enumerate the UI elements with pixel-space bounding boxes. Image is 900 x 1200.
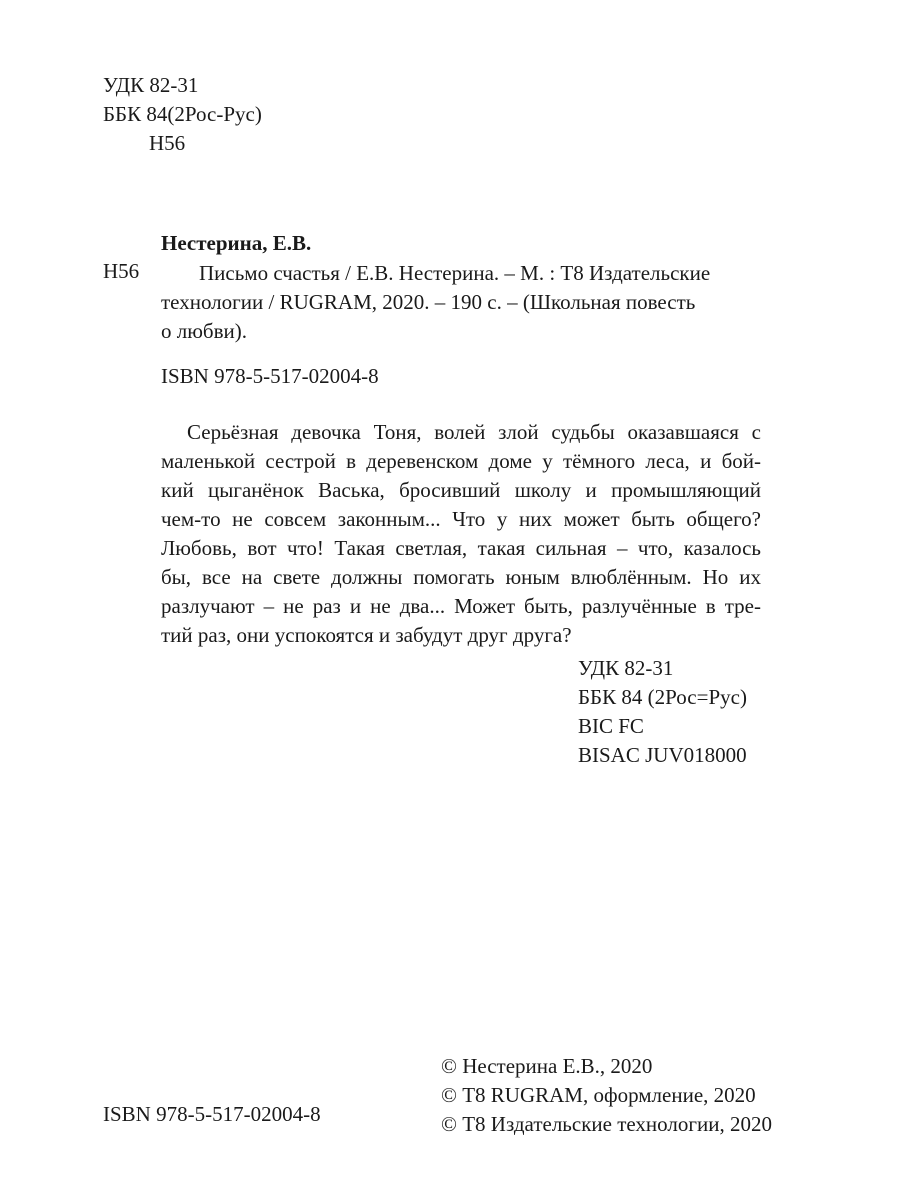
annotation-line: бы, все на свете должны помогать юным влюблённым. Но их <box>161 565 761 589</box>
copyright-line: © Т8 RUGRAM, оформление, 2020 <box>441 1083 756 1107</box>
biblio-line: о любви). <box>161 319 247 343</box>
annotation-line: Любовь, вот что! Такая светлая, такая сильная – что, казалось <box>161 536 761 560</box>
author-heading: Нестерина, Е.В. <box>161 231 312 255</box>
copyright-notices <box>441 1052 772 1139</box>
udk-code: УДК 82-31 <box>578 656 674 680</box>
bbk-code: ББК 84 (2Рос=Рус) <box>578 685 747 709</box>
annotation-paragraph <box>161 418 761 650</box>
annotation-line: маленькой сестрой в деревенском доме у тёмного леса, и бой- <box>161 449 761 473</box>
top-bbk-code: ББК 84(2Рос-Рус) <box>103 102 262 126</box>
bottom-isbn: ISBN 978-5-517-02004-8 <box>103 1102 321 1126</box>
record-isbn: ISBN 978-5-517-02004-8 <box>161 364 379 388</box>
annotation-line: Серьёзная девочка Тоня, волей злой судьбы оказавшаяся с <box>187 420 761 444</box>
annotation-line: кий цыганёнок Васька, бросивший школу и промышляющий <box>161 478 761 502</box>
annotation-line: чем-то не совсем законным... Что у них может быть общего? <box>161 507 761 531</box>
copyright-line: © Нестерина Е.В., 2020 <box>441 1054 653 1078</box>
annotation-line: разлучают – не раз и не два... Может быть, разлучённые в тре- <box>161 594 761 618</box>
classification-codes <box>578 654 747 770</box>
top-classification-block <box>103 71 262 158</box>
copyright-line: © Т8 Издательские технологии, 2020 <box>441 1112 772 1136</box>
annotation-line: тий раз, они успокоятся и забудут друг друга? <box>161 623 572 647</box>
top-udk-code: УДК 82-31 <box>103 73 199 97</box>
bisac-code: BISAC JUV018000 <box>578 743 747 767</box>
bic-code: BIC FC <box>578 714 644 738</box>
bibliographic-description <box>161 259 761 346</box>
card-author-mark: Н56 <box>103 259 140 283</box>
biblio-line: технологии / RUGRAM, 2020. – 190 с. – (Школьная повесть <box>161 290 696 314</box>
top-author-mark: Н56 <box>149 131 186 155</box>
biblio-line: Письмо счастья / Е.В. Нестерина. – М. : Т8 Издательские <box>199 261 711 285</box>
